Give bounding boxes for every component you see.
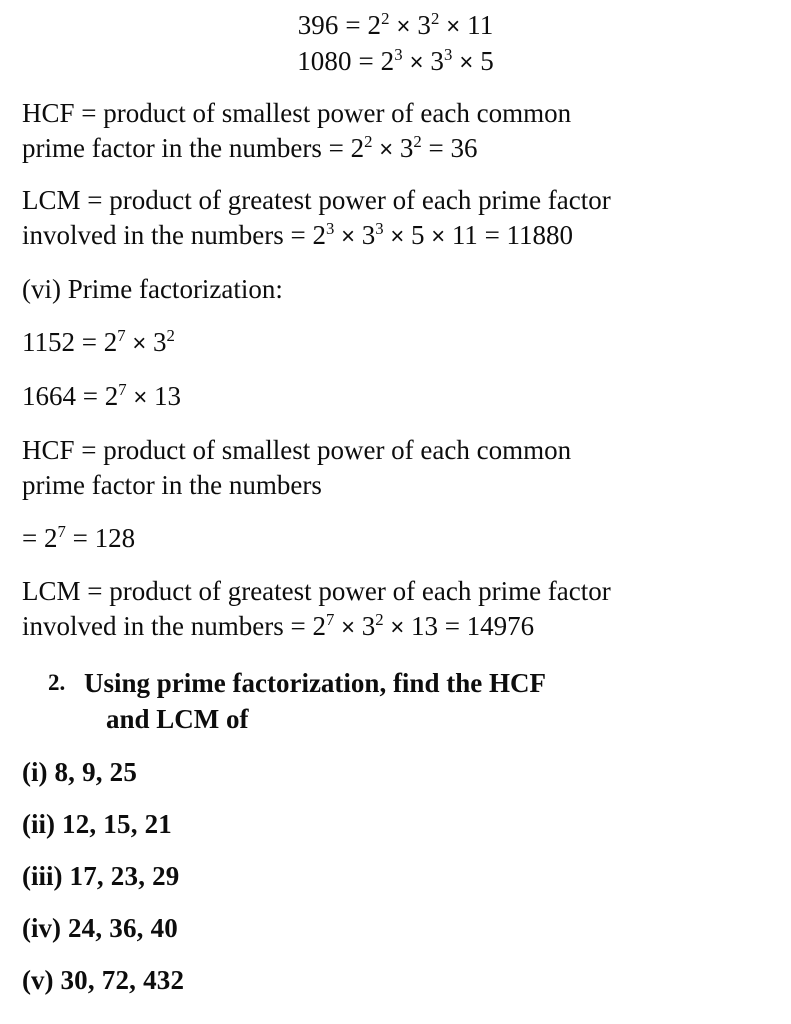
factor-term2: $3^2$	[152, 326, 175, 357]
lcm-term1: $2^7$	[312, 610, 335, 641]
lcm-explanation-1	[0, 183, 791, 254]
factor-term2: 13	[153, 381, 181, 411]
exponent: 2	[375, 610, 384, 629]
multiply-icon: ×	[431, 223, 446, 250]
lcm-term2: $3^2$	[361, 610, 384, 641]
sub-question-list	[0, 755, 791, 997]
exponent: 3	[375, 219, 384, 238]
exponent: 2	[166, 326, 175, 345]
hcf-explanation-2	[0, 433, 791, 503]
multiply-icon: ×	[396, 13, 411, 40]
lcm-definition-line: LCM = product of greatest power of each prime factor	[22, 185, 611, 215]
number-values: 17, 23, 29	[69, 861, 180, 891]
factor-term1: $2^7$	[104, 380, 127, 411]
hcf-definition-line-2: prime factor in the numbers	[22, 470, 322, 500]
exponent: 7	[57, 522, 66, 541]
exponent: 2	[413, 132, 422, 151]
number-values: 24, 36, 40	[67, 913, 178, 943]
roman-numeral: (iv)	[22, 913, 61, 943]
multiply-icon: ×	[341, 614, 355, 641]
lcm-term3: 13	[410, 611, 438, 641]
question-text-line2: and LCM of	[106, 704, 249, 734]
list-item	[0, 963, 791, 997]
number-values: 30, 72, 432	[60, 965, 185, 995]
exponent: 3	[394, 45, 403, 64]
question-text-line1: Using prime factorization, find the HCF	[84, 668, 546, 698]
equation-1080-term3: 5	[480, 46, 494, 76]
factorization-1152: $1152 = 2^7 \times 3^2$	[22, 326, 175, 357]
exponent: 3	[325, 219, 335, 238]
exponent: 3	[444, 45, 453, 64]
lcm-calculation-line: involved in the numbers = $2^3 \times 3^3 \times 5 \times 11 = 11880$	[22, 219, 574, 250]
equals-sign: =	[345, 10, 361, 40]
question-2	[0, 665, 791, 737]
multiply-icon: ×	[409, 49, 424, 76]
list-item	[0, 755, 791, 789]
roman-numeral: (i)	[22, 757, 48, 787]
lcm-term3: 5	[410, 220, 425, 250]
lcm-result: 11880	[506, 220, 574, 250]
hcf-calculation-line: prime factor in the numbers = $2^2 \times 3^2 = 36$	[22, 132, 478, 163]
multiply-icon: ×	[446, 13, 461, 40]
exponent: 7	[325, 610, 335, 629]
lcm-result: 14976	[466, 611, 535, 641]
equals-sign: =	[358, 46, 374, 76]
multiply-icon: ×	[379, 136, 394, 163]
factorization-1664: $1664 = 2^7 \times 13$	[22, 380, 181, 411]
hcf-term2: $3^2$	[399, 132, 422, 163]
multiply-icon: ×	[390, 223, 405, 250]
list-item	[0, 859, 791, 893]
section-vi-heading: (vi) Prime factorization:	[22, 274, 283, 304]
roman-numeral: (v)	[22, 965, 54, 995]
equation-1080-term1: $2^3$	[380, 45, 403, 76]
lcm-calculation-line: involved in the numbers = $2^7 \times 3^2 \times 13 = 14976$	[22, 610, 535, 641]
equation-396-term3: 11	[467, 10, 494, 40]
lcm-explanation-2	[0, 574, 791, 645]
list-item	[0, 911, 791, 945]
hcf-result: 36	[450, 133, 478, 163]
equation-1080	[0, 44, 791, 80]
multiply-icon: ×	[133, 384, 148, 411]
hcf-term: $2^7$	[43, 522, 66, 553]
lcm-definition-line: LCM = product of greatest power of each prime factor	[22, 576, 611, 606]
exponent: 2	[381, 9, 390, 28]
equation-1080-term2: $3^3$	[430, 45, 453, 76]
exponent: 2	[430, 9, 440, 28]
list-item	[0, 807, 791, 841]
exponent: 7	[118, 380, 127, 399]
hcf-explanation-1	[0, 96, 791, 167]
equation-396-lhs: 396	[297, 10, 339, 40]
hcf-definition-line: HCF = product of smallest power of each common	[22, 435, 572, 465]
multiply-icon: ×	[459, 49, 474, 76]
lcm-term4: 11	[451, 220, 478, 250]
equation-1080-lhs: 1080	[297, 46, 352, 76]
number-values: 8, 9, 25	[54, 757, 138, 787]
lcm-term1: $2^3$	[312, 219, 335, 250]
number-values: 12, 15, 21	[62, 809, 172, 839]
multiply-icon: ×	[132, 330, 147, 357]
hcf-term1: $2^2$	[350, 132, 373, 163]
equation-396-term2: $3^2$	[417, 9, 440, 40]
exponent: 7	[117, 326, 126, 345]
hcf-result-2: = $2^7 = 128$	[22, 522, 136, 553]
exponent: 2	[364, 132, 373, 151]
lcm-term2: $3^3$	[361, 219, 384, 250]
prime-factorization-equations	[0, 0, 791, 80]
equation-396	[0, 8, 791, 44]
question-text	[66, 665, 769, 737]
multiply-icon: ×	[390, 614, 405, 641]
hcf-result-value: 128	[94, 523, 136, 553]
multiply-icon: ×	[341, 223, 355, 250]
factor-term1: $2^7$	[103, 326, 126, 357]
roman-numeral: (ii)	[22, 809, 55, 839]
question-number: 2.	[48, 670, 66, 695]
roman-numeral: (iii)	[22, 861, 63, 891]
equation-396-term1: $2^2$	[367, 9, 390, 40]
hcf-definition-line: HCF = product of smallest power of each common	[22, 98, 572, 128]
